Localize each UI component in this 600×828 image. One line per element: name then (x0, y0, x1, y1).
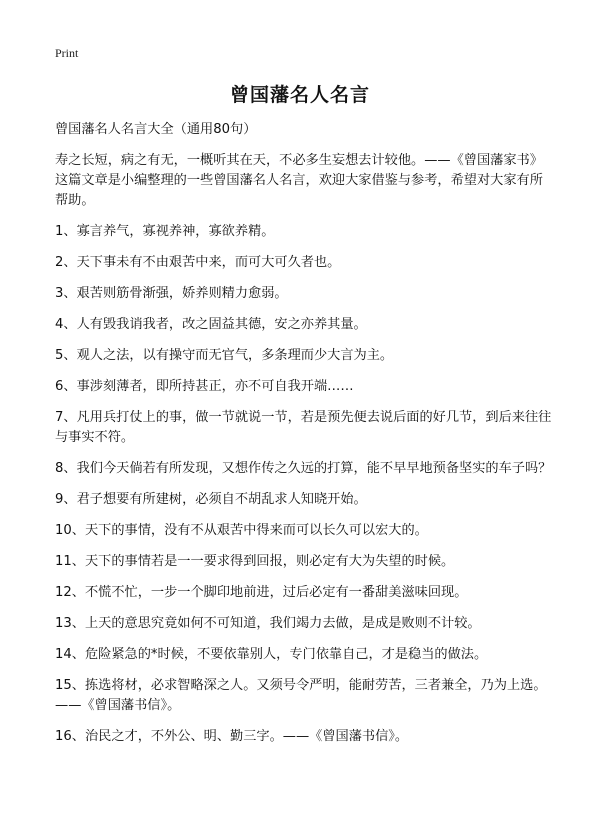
quote-item: 14、危险紧急的*时候，不要依靠别人，专门依靠自己，才是稳当的做法。 (55, 647, 488, 662)
intro-paragraph: 寿之长短，病之有无，一概听其在天，不必多生妄想去计较他。——《曾国藩家书》这篇文章是小编整理的一些曾国藩名人名言，欢迎大家借鉴与参考，希望对大家有所帮助。 (55, 153, 543, 208)
article-subtitle: 曾国藩名人名言大全（通用80句） (55, 122, 257, 137)
quote-item: 12、不慌不忙，一步一个脚印地前进，过后必定有一番甜美滋味回现。 (55, 585, 468, 600)
quote-item: 13、上天的意思究竟如何不可知道，我们竭力去做，是成是败则不计较。 (55, 616, 481, 631)
quote-item: 3、艰苦则筋骨渐强，娇养则精力愈弱。 (55, 286, 288, 301)
quote-item: 6、事涉刻薄者，即所持甚正，亦不可自我开端…… (55, 379, 354, 394)
quote-item: 5、观人之法，以有操守而无官气，多条理而少大言为主。 (55, 348, 394, 363)
quote-item: 8、我们今天倘若有所发现，又想作传之久远的打算，能不早早地预备坚实的车子吗？ (55, 461, 552, 476)
quote-item: 10、天下的事情，没有不从艰苦中得来而可以长久可以宏大的。 (55, 523, 428, 538)
quote-item: 2、天下事未有不由艰苦中来，而可大可久者也。 (55, 255, 341, 270)
quote-item: 1、寡言养气，寡视养神，寡欲养精。 (55, 224, 275, 239)
quote-item: 7、凡用兵打仗上的事，做一节就说一节，若是预先便去说后面的好几节，到后来往往与事实不符。 (55, 410, 552, 445)
quote-item: 11、天下的事情若是一一要求得到回报，则必定有大为失望的时候。 (55, 554, 455, 569)
quote-item: 4、人有毁我诮我者，改之固益其德，安之亦养其量。 (55, 317, 367, 332)
quote-item: 15、拣选将材，必求智略深之人。又须号令严明，能耐劳苦，三者兼全，乃为上选。——《曾国藩书信》。 (55, 678, 547, 713)
print-link[interactable]: Print (55, 46, 79, 60)
article-body (55, 120, 552, 758)
quote-item: 9、君子想要有所建树，必须自不胡乱求人知晓开始。 (55, 492, 367, 507)
page-title: 曾国藩名人名言 (229, 84, 370, 106)
quote-list (55, 222, 552, 747)
quote-item: 16、治民之才，不外公、明、勤三字。——《曾国藩书信》。 (55, 729, 409, 744)
